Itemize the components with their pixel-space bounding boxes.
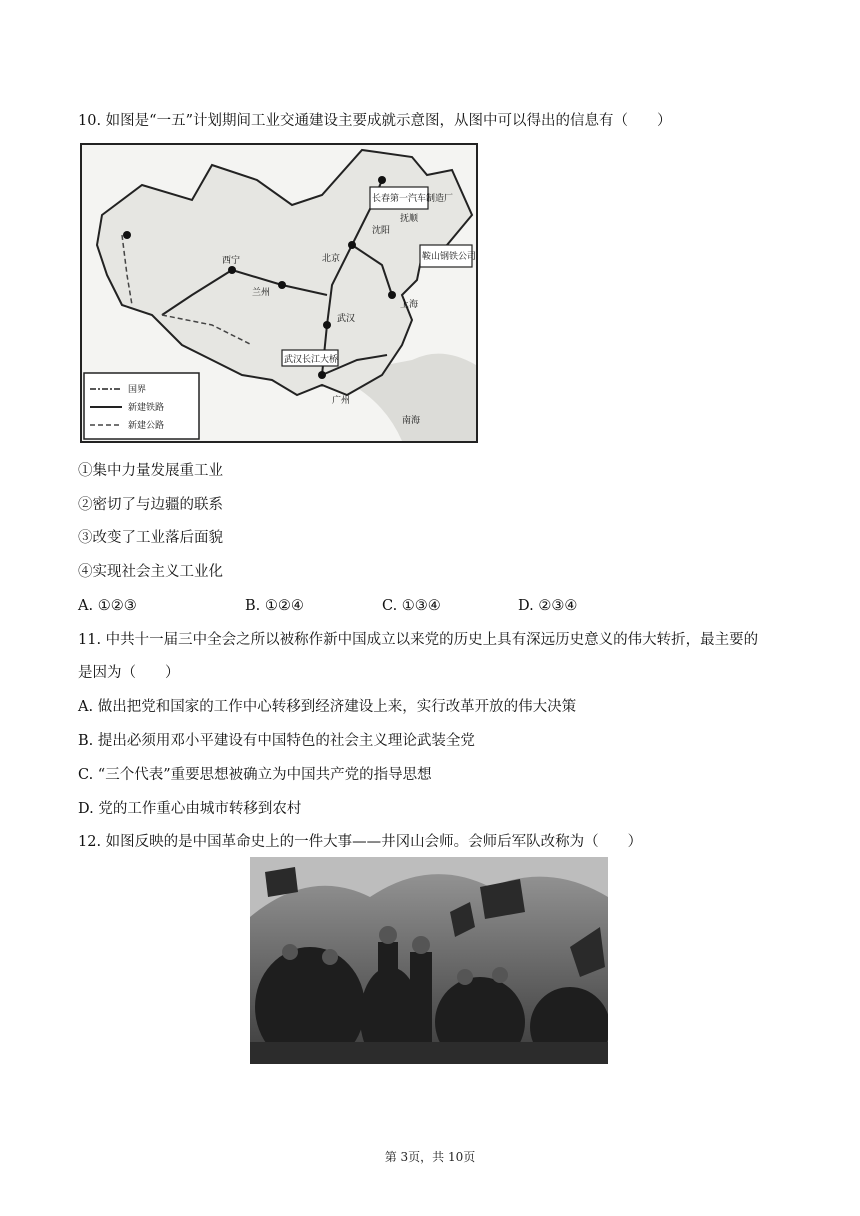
- label-lanzhou: 兰州: [252, 288, 271, 298]
- q10-option-d[interactable]: D. ②③④: [518, 598, 578, 614]
- q10-option-a[interactable]: A. ①②③: [78, 598, 137, 614]
- q11-option-c[interactable]: C. “三个代表”重要思想被确立为中国共产党的指导思想: [78, 767, 432, 783]
- legend-road: 新建公路: [128, 421, 165, 431]
- statement-3: ③改变了工业落后面貌: [78, 530, 223, 546]
- page-footer: 第 3页，共 10页: [384, 1150, 476, 1164]
- question-10-stem: 10. 如图是“一五”计划期间工业交通建设主要成就示意图，从图中可以得出的信息有（ ）: [78, 113, 672, 129]
- question-12-stem: 12. 如图反映的是中国革命史上的一件大事——井冈山会师。会师后军队改称为（ ）: [78, 834, 643, 850]
- label-shanghai: 上海: [400, 300, 419, 310]
- label-wuhan: 武汉: [337, 314, 356, 324]
- q10-option-b[interactable]: B. ①②④: [245, 598, 304, 614]
- q10-option-c[interactable]: C. ①③④: [382, 598, 441, 614]
- label-guangzhou: 广州: [332, 396, 351, 406]
- statement-1: ①集中力量发展重工业: [78, 463, 223, 479]
- label-shenyang: 沈阳: [372, 226, 391, 236]
- map-figure-first-five-year-plan: [80, 143, 478, 443]
- label-beijing: 北京: [322, 254, 341, 264]
- label-nanhai: 南海: [402, 416, 421, 426]
- q11-option-d[interactable]: D. 党的工作重心由城市转移到农村: [78, 801, 302, 817]
- label-fushun: 抚顺: [400, 214, 419, 224]
- photo-jinggangshan-meeting: [250, 857, 608, 1064]
- label-xining: 西宁: [222, 256, 241, 266]
- label-changchun: 长春第一汽车制造厂: [372, 194, 454, 204]
- map-legend: [84, 373, 199, 439]
- label-anshan: 鞍山钢铁公司: [422, 252, 476, 262]
- question-11-stem-line1: 11. 中共十一届三中全会之所以被称作新中国成立以来党的历史上具有深远历史意义的伟大转折，最主要的: [78, 632, 759, 648]
- q11-option-b[interactable]: B. 提出必须用邓小平建设有中国特色的社会主义理论武装全党: [78, 733, 475, 749]
- statement-4: ④实现社会主义工业化: [78, 564, 223, 580]
- q11-option-a[interactable]: A. 做出把党和国家的工作中心转移到经济建设上来，实行改革开放的伟大决策: [78, 699, 577, 715]
- legend-rail: 新建铁路: [128, 403, 165, 413]
- statement-2: ②密切了与边疆的联系: [78, 497, 223, 513]
- question-11-stem-line2: 是因为（ ）: [78, 665, 180, 681]
- legend-border: 国界: [128, 385, 147, 395]
- label-bridge: 武汉长江大桥: [284, 355, 339, 365]
